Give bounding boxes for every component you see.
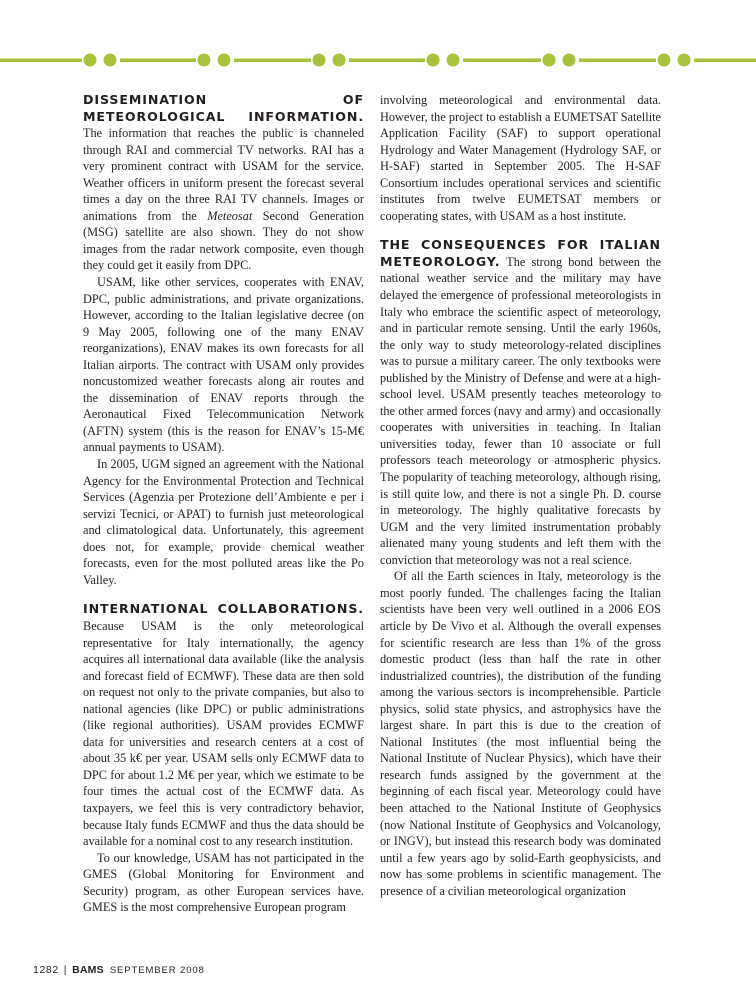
rule-segment bbox=[349, 59, 425, 63]
paragraph: involving meteorological and environmental data. However, the project to establish a EUMETSAT Satellite Application Facility (SAF) to support operational Hydrology and Water Management (Hydrology SAF, or H-SAF) started in September 2005. The H-SAF Consortium includes operational services and scientific institutes from twelve EUMETSAT members or cooperating states, with USAM as a host institute. bbox=[380, 93, 661, 223]
rule-dot bbox=[218, 54, 231, 67]
paragraph: In 2005, UGM signed an agreement with the National Agency for the Environmental Protection and Technical Services (Agenzia per Protezione dell’Ambiente e per i servizi Tecnici, or APAT) to furnish just meteorological and climatological data. Unfortunately, this agreement does not, for example, provide chemical weather forecasts, even for the most polluted areas like the Po Valley. bbox=[83, 457, 364, 587]
rule-dot bbox=[84, 54, 97, 67]
issue-date: SEPTEMBER 2008 bbox=[109, 965, 205, 976]
rule-dot bbox=[563, 54, 576, 67]
rule-dot bbox=[313, 54, 326, 67]
rule-segment bbox=[463, 59, 541, 63]
right-column bbox=[380, 92, 661, 899]
paragraph-text: Because USAM is the only meteorological representative for Italy internationally, the agency acquires all international data available (like the analysis and forecast field of ECMWF). These data are then sold on request not only to the private companies, but also to national agencies (like DPC) or public administrations (like regional authorities). USAM provides ECMWF data for universities and research centers at a cost of about 35 k€ per year. USAM sells only ECMWF data to DPC for about 1.2 M€ per year, which we estimate to be four times the actual cost of the ECMWF data. As taxpayers, we feel this is very contradictory behavior, because Italy funds ECMWF and thus the data should be available for a nominal cost to any research institution. bbox=[83, 618, 364, 849]
section-heading: DISSEMINATION OF METEOROLOGICAL INFORMATION. bbox=[83, 92, 364, 124]
rule-segment bbox=[0, 59, 82, 63]
paragraph-text: The strong bond between the national weather service and the military may have delayed the emergence of professional meteorologists in Italy who embrace the scientific aspect of meteorology, and in particular remote sensing. Until the early 1960s, the only way to study meteorology-related disciplines was to pursue a military career. The only textbooks were published by the Ministry of Defense and were at a high-school level. USAM presently teaches meteorology to the other armed forces (navy and army) and occasionally cooperates with universities in teaching. In Italian universities today, fewer than 10 associate or full professors teach meteorology or atmospheric physics. The popularity of teaching meteorology, although rising, is still quite low, and there is not a single Ph. D. course in meteorology. The highly qualitative forecasts by UGM and the very limited instrumentation probably alienated many young students and left them with the conviction that meteorology was not a real science. bbox=[380, 254, 661, 567]
page-number: 1282 bbox=[33, 964, 59, 976]
paragraph bbox=[380, 237, 661, 568]
header-dot-rule bbox=[0, 50, 756, 70]
paragraph: Of all the Earth sciences in Italy, meteorology is the most poorly funded. The challenges facing the Italian scientists have been very well outlined in a 2006 EOS article by De Vivo et al. Although the overall expenses for scientific research are less than 1% of the gross domestic product (less than half the rate in other industrialized countries), the distribution of the funding among the various sectors is incomprehensible. Particle physics, solid state physics, and astrophysics have the largest share. In part this is due to the creation of National Institutes (the most influential being the National Institute of Nuclear Physics), which have their research funds assigned by the government at the beginning of each fiscal year. Meteorology could have been attached to the National Institute of Geophysics (now National Institute of Geophysics and Volcanology, or INGV), but instead this research body was dominated until a few years ago by solid-Earth geophysicists, and now has some problems in scientific management. The presence of a civilian meteorological organization bbox=[380, 569, 661, 898]
paragraph: USAM, like other services, cooperates with ENAV, DPC, public administrations, and private organizations. However, according to the Italian legislative decree (on 9 May 2005, following one of the many ENAV reorganizations), ENAV makes its own forecasts for all Italian airports. The contract with USAM only provides noncustomized weather forecasts along air routes and the dissemination of ENAV reports through the Aeronautical Fixed Telecommunication Network (AFTN) system (this is the reason for ENAV’s 15-M€ annual payments to USAM). bbox=[83, 275, 364, 455]
section-heading: INTERNATIONAL COLLABORATIONS. bbox=[83, 601, 364, 617]
rule-segment bbox=[234, 59, 311, 63]
section-heading: THE CONSEQUENCES FOR ITALIAN METEOROLOGY. bbox=[380, 237, 661, 269]
rule-dot bbox=[333, 54, 346, 67]
page-footer bbox=[33, 964, 205, 976]
rule-dot bbox=[678, 54, 691, 67]
rule-dot bbox=[658, 54, 671, 67]
rule-dot bbox=[427, 54, 440, 67]
footer-separator: | bbox=[63, 964, 68, 976]
rule-dot bbox=[198, 54, 211, 67]
rule-dot bbox=[447, 54, 460, 67]
left-column bbox=[83, 92, 364, 916]
rule-segment bbox=[120, 59, 196, 63]
paragraph bbox=[83, 92, 364, 274]
paragraph: To our knowledge, USAM has not participated in the GMES (Global Monitoring for Environment and Security) program, as other European services have. GMES is the most comprehensive European program bbox=[83, 850, 364, 915]
paragraph-text: Second Generation (MSG) satellite are also shown. They do not show images from the radar network composite, even though they could get it easily from DPC. bbox=[83, 208, 364, 273]
journal-name: BAMS bbox=[72, 964, 104, 976]
rule-segment bbox=[579, 59, 656, 63]
paragraph-text: The information that reaches the public is channeled through RAI and commercial TV networks. RAI has a very prominent contract with USAM for the service. Weather officers in uniform present the forecast several times a day on the three RAI TV channels. Images or animations from the bbox=[83, 126, 364, 223]
paragraph bbox=[83, 601, 364, 849]
italic-term: Meteosat bbox=[207, 208, 253, 223]
rule-dot bbox=[543, 54, 556, 67]
rule-segment bbox=[694, 59, 756, 63]
rule-dot bbox=[104, 54, 117, 67]
